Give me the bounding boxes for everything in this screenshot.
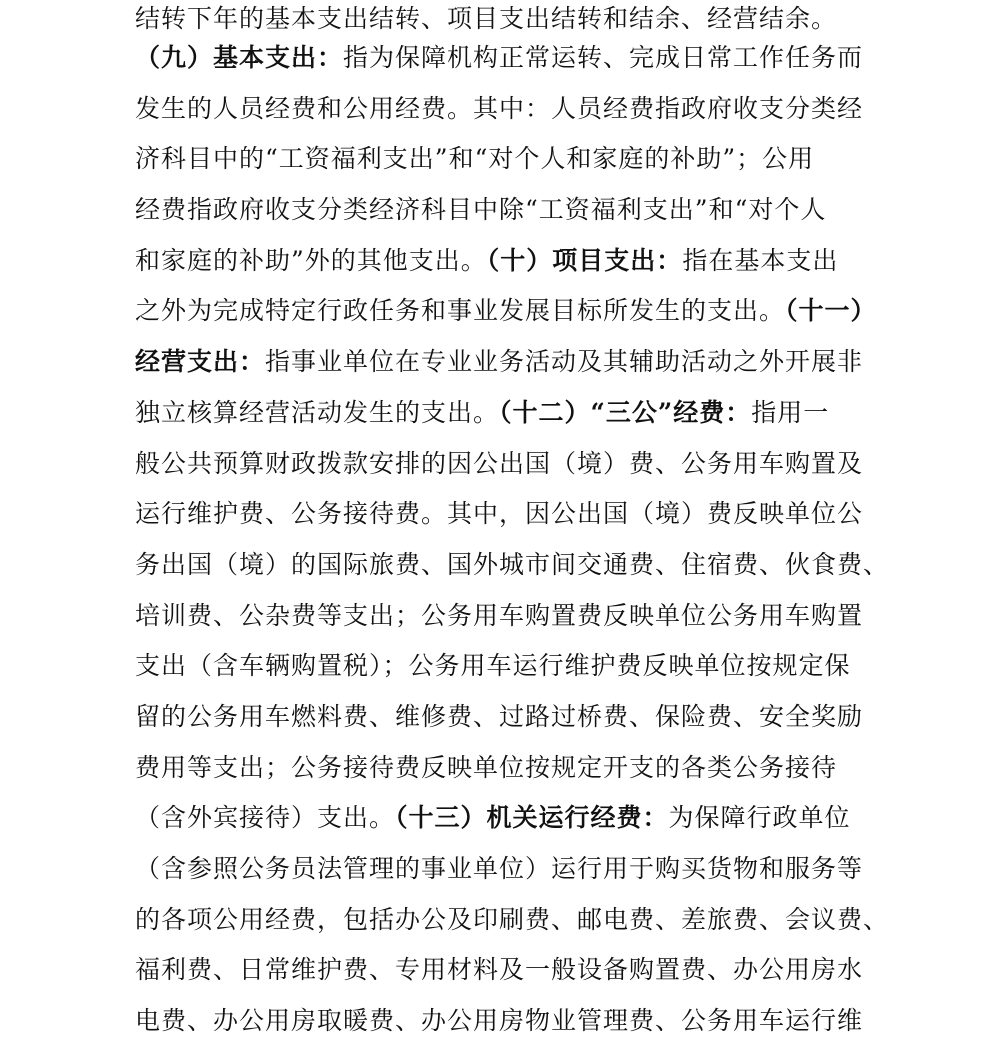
text-line (135, 494, 895, 545)
text-line (135, 697, 895, 748)
text-line (135, 849, 895, 900)
text-line (135, 900, 895, 951)
text-line (135, 291, 895, 342)
text-segment: 运行维护费、公务接待费。其中，因公出国（境）费反映单位公 (135, 499, 864, 529)
text-segment: 济科目中的“工资福利支出”和“对个人和家庭的补助”；公用 (135, 144, 815, 174)
text-line (135, 646, 895, 697)
bold-term: （九）基本支出： (135, 43, 344, 72)
text-segment: 经费指政府收支分类经济科目中除“工资福利支出”和“对个人 (135, 195, 827, 225)
text-segment: 为保障行政单位 (668, 803, 851, 833)
text-segment: 指在基本支出 (682, 245, 839, 275)
text-segment: 留的公务用车燃料费、维修费、过路过桥费、保险费、安全奖励 (135, 701, 864, 731)
text-segment: 指事业单位在专业业务活动及其辅助活动之外开展非 (265, 347, 864, 377)
bold-term: （十一） (785, 296, 877, 326)
text-line (135, 950, 895, 1001)
text-segment: 指为保障机构正常运转、完成日常工作任务而 (343, 43, 864, 72)
text-line (135, 545, 895, 596)
text-line (135, 342, 895, 393)
text-segment: （含外宾接待）支出。 (135, 803, 396, 833)
text-segment: 费用等支出；公务接待费反映单位按规定开支的各类公务接待 (135, 752, 838, 782)
text-line (135, 748, 895, 799)
text-segment: 电费、办公用房取暖费、办公用房物业管理费、公务用车运行维 (135, 1006, 864, 1036)
text-segment: 福利费、日常维护费、专用材料及一般设备购置费、办公用房水 (135, 955, 864, 985)
body-text (135, 0, 895, 1052)
bold-term: （十二）“三公”经费： (499, 397, 752, 427)
bold-term: （十）项目支出： (486, 245, 683, 275)
text-segment: 的各项公用经费，包括办公及印刷费、邮电费、差旅费、会议费、 (135, 904, 890, 934)
text-line (135, 38, 895, 89)
text-segment: 般公共预算财政拨款安排的因公出国（境）费、公务用车购置及 (135, 448, 864, 478)
text-segment: 结转下年的基本支出结转、项目支出结转和结余、经营结余。 (135, 4, 838, 33)
text-line (135, 0, 895, 38)
text-segment: 培训费、公杂费等支出；公务用车购置费反映单位公务用车购置 (135, 600, 864, 630)
text-segment: 之外为完成特定行政任务和事业发展目标所发生的支出。 (135, 296, 786, 326)
text-line (135, 596, 895, 647)
text-line (135, 1001, 895, 1052)
text-line (135, 89, 895, 140)
text-line (135, 444, 895, 495)
bold-term: 经营支出： (135, 347, 266, 377)
text-line (135, 393, 895, 444)
text-segment: 指用一 (751, 397, 830, 427)
text-segment: 支出（含车辆购置税）；公务用车运行维护费反映单位按规定保 (135, 651, 851, 681)
text-segment: （含参照公务员法管理的事业单位）运行用于购买货物和服务等 (135, 854, 864, 883)
text-line (135, 139, 895, 190)
bold-term: （十三）机关运行经费： (395, 803, 669, 833)
text-line (135, 241, 895, 292)
text-segment: 发生的人员经费和公用经费。其中：人员经费指政府收支分类经 (135, 93, 864, 123)
text-segment: 务出国（境）的国际旅费、国外城市间交通费、住宿费、伙食费、 (135, 549, 890, 579)
text-line (135, 798, 895, 849)
text-segment: 和家庭的补助”外的其他支出。 (135, 245, 487, 275)
text-segment: 独立核算经营活动发生的支出。 (135, 397, 500, 427)
text-line (135, 190, 895, 241)
